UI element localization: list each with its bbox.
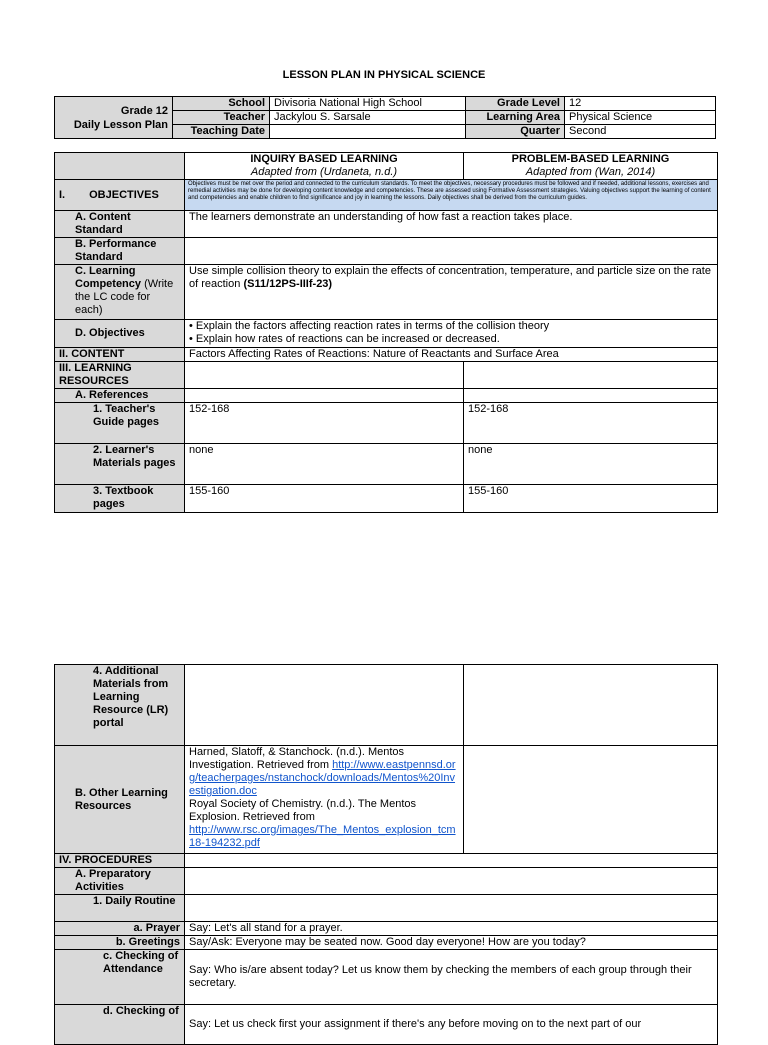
school-value: Divisoria National High School [270,97,466,111]
additional-materials-ibl [185,665,464,746]
learning-area-label: Learning Area [466,111,565,125]
teachers-guide-ibl: 152-168 [185,403,464,444]
attendance-label: c. Checking of Attendance [55,950,185,1005]
learners-materials-ibl: none [185,444,464,485]
lesson-table [54,152,718,513]
references-label: A. References [55,389,185,403]
preparatory-value [185,868,718,895]
content-value: Factors Affecting Rates of Reactions: Nature of Reactants and Surface Area [185,348,718,362]
daily-routine-value [185,895,718,922]
attendance-value: Say: Who is/are absent today? Let us know them by checking the members of each group through their secretary. [185,950,718,1005]
teaching-date-value [270,125,466,139]
daily-routine-label: 1. Daily Routine [55,895,185,922]
performance-standard-value [185,238,718,265]
textbook-pbl: 155-160 [464,485,718,513]
additional-materials-pbl [464,665,718,746]
quarter-value: Second [565,125,716,139]
performance-standard-label: B. Performance Standard [55,238,185,265]
objectives-d-label: D. Objectives [55,320,185,348]
preparatory-label: A. Preparatory Activities [55,868,185,895]
content-standard-value: The learners demonstrate an understanding of how fast a reaction takes place. [185,211,718,238]
school-label: School [173,97,270,111]
teaching-date-label: Teaching Date [173,125,270,139]
textbook-ibl: 155-160 [185,485,464,513]
procedures-label: IV. PROCEDURES [55,854,185,868]
corner-cell [55,153,185,180]
objective-item: • Explain the factors affecting reaction rates in terms of the collision theory [189,320,550,332]
teachers-guide-label: 1. Teacher's Guide pages [55,403,185,444]
mentos-investigation-link[interactable]: http://www.eastpennsd.org/teacherpages/nstanchock/downloads/Mentos%20Investigation.doc [189,759,456,797]
objective-item: • Explain how rates of reactions can be increased or decreased. [189,333,500,345]
lesson-table-continued [54,664,718,1045]
learners-materials-pbl: none [464,444,718,485]
page-title: LESSON PLAN IN PHYSICAL SCIENCE [282,69,486,81]
greetings-label: b. Greetings [55,936,185,950]
grade-level-label: Grade Level [466,97,565,111]
greetings-value: Say/Ask: Everyone may be seated now. Good day everyone! How are you today? [185,936,718,950]
teacher-label: Teacher [173,111,270,125]
quarter-label: Quarter [466,125,565,139]
header-table [54,96,716,139]
other-resources-pbl [464,746,718,854]
grade-level-value: 12 [565,97,716,111]
learning-resources-label: III. LEARNING RESOURCES [55,362,185,389]
learning-resources-ibl [185,362,464,389]
textbook-label: 3. Textbook pages [55,485,185,513]
learning-resources-pbl [464,362,718,389]
grade-label: Grade 12 Daily Lesson Plan [55,97,173,139]
procedures-value [185,854,718,868]
checking-label: d. Checking of [55,1005,185,1045]
objectives-list [185,320,718,348]
references-ibl [185,389,464,403]
prayer-value: Say: Let's all stand for a prayer. [185,922,718,936]
additional-materials-label: 4. Additional Materials from Learning Resource (LR) portal [55,665,185,746]
mentos-explosion-link[interactable]: http://www.rsc.org/images/The_Mentos_explosion_tcm18-194232.pdf [189,824,456,849]
prayer-label: a. Prayer [55,922,185,936]
objectives-label: I. OBJECTIVES [55,180,185,211]
content-standard-label: A. Content Standard [55,211,185,238]
competency-value: Use simple collision theory to explain the effects of concentration, temperature, and particle size on the rate of reaction (S11/12PS-IIIf-23) [185,265,718,320]
teacher-value: Jackylou S. Sarsale [270,111,466,125]
content-label: II. CONTENT [55,348,185,362]
other-resources-label: B. Other Learning Resources [55,746,185,854]
teachers-guide-pbl: 152-168 [464,403,718,444]
pbl-header: PROBLEM-BASED LEARNING Adapted from (Wan, 2014) [464,153,718,180]
ibl-header: INQUIRY BASED LEARNING Adapted from (Urdaneta, n.d.) [185,153,464,180]
learning-area-value: Physical Science [565,111,716,125]
competency-label: C. Learning Competency (Write the LC code for each) [55,265,185,320]
learners-materials-label: 2. Learner's Materials pages [55,444,185,485]
checking-value: Say: Let us check first your assignment if there's any before moving on to the next part of our [185,1005,718,1045]
objectives-note: Objectives must be met over the period and connected to the curriculum standards. To meet the objectives, necessary procedures must be followed and if needed, additional lessons, exercises and remedial activities may be done for developing content knowledge and competencies. These are assessed using Formative Assessment strategies. Valuing objectives support the learning of content and competencies and enable children to find significance and joy in learning the lessons. Daily objectives shall be derived from the curriculum guides. [185,180,718,211]
other-resources-ibl: Harned, Slatoff, & Stanchock. (n.d.). Mentos Investigation. Retrieved from http://www.eastpennsd.org/teacherpages/nstanchock/downloads/Mentos%20Investigation.doc Royal Society of Chemistry. (n.d.). The Mentos Explosion. Retrieved from http://www.rsc.org/images/The_Mentos_explosion_tcm18-194232.pdf [185,746,464,854]
references-pbl [464,389,718,403]
